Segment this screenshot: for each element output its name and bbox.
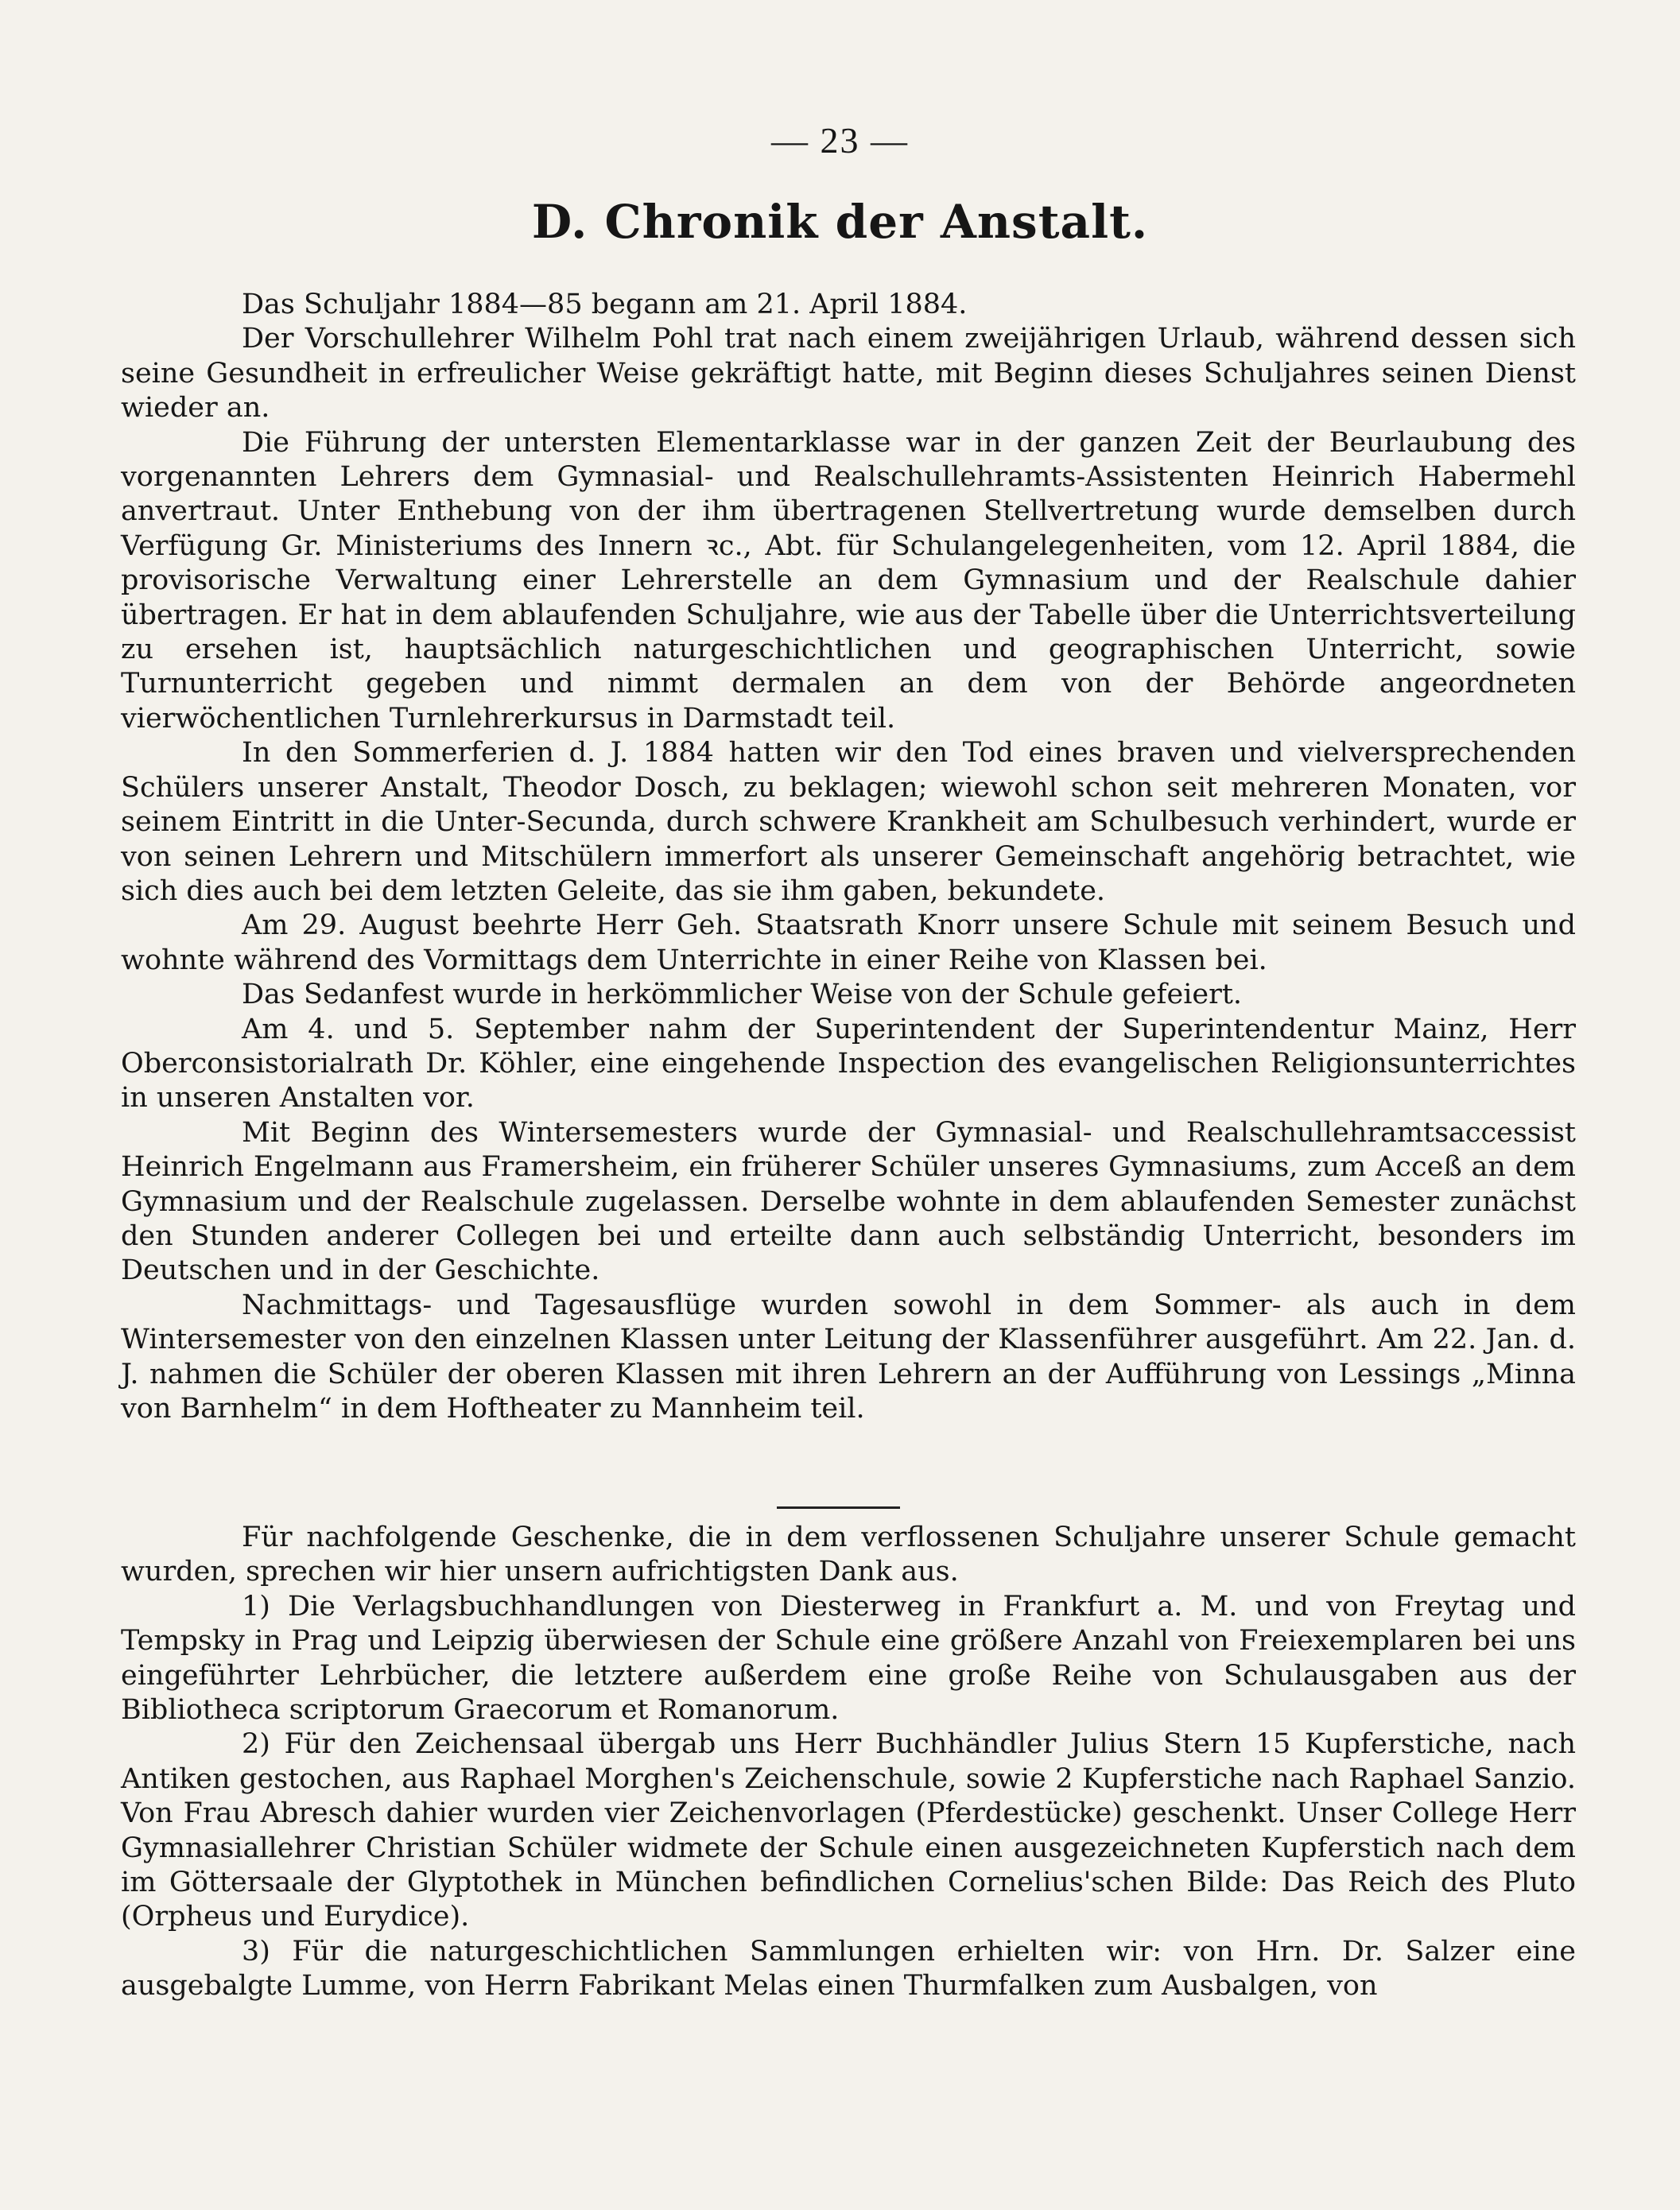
- paragraph: Für nachfolgende Geschenke, die in dem verflossenen Schuljahre unserer Schule gemacht wurden, sprechen wir hier unsern aufrichtigsten Dank aus.: [121, 1522, 1576, 1588]
- paragraph: Das Schuljahr 1884—85 begann am 21. April 1884.: [242, 289, 968, 320]
- paragraph: Der Vorschullehrer Wilhelm Pohl trat nach einem zweijährigen Urlaub, während dessen sich seine Gesundheit in erfreulicher Weise gekräftigt hatte, mit Beginn dieses Schuljahres seinen Dienst wieder an.: [121, 323, 1576, 425]
- paragraph: 1) Die Verlagsbuchhandlungen von Diesterweg in Frankfurt a. M. und von Freytag und Tempsky in Prag und Leipzig überwiesen der Schule eine größere Anzahl von Freiexemplaren bei uns eingeführter Lehrbücher, die letztere außerdem eine große Reihe von Schulausgaben aus der Bibliotheca scriptorum Graecorum et Romanorum.: [121, 1590, 1576, 1727]
- section-divider: [777, 1506, 900, 1509]
- paragraph: Die Führung der untersten Elementarklasse war in der ganzen Zeit der Beurlaubung des vorgenannten Lehrers dem Gymnasial- und Realschullehramts-Assistenten Heinrich Habermehl anvertraut. Unter Enthebung von der ihm übertragenen Stellvertretung wurde demselben durch Verfügung Gr. Ministeriums des Innern ꝛc., Abt. für Schulangelegenheiten, vom 12. April 1884, die provisorische Verwaltung einer Lehrerstelle an dem Gymnasium und der Realschule dahier übertragen. Er hat in dem ablaufenden Schuljahre, wie aus der Tabelle über die Unterrichtsverteilung zu ersehen ist, hauptsächlich naturgeschichtlichen und geographischen Unterricht, sowie Turnunterricht gegeben und nimmt dermalen an dem von der Behörde angeordneten vierwöchentlichen Turnlehrerkursus in Darmstadt teil.: [121, 426, 1576, 735]
- paragraph: Am 29. August beehrte Herr Geh. Staatsrath Knorr unsere Schule mit seinem Besuch und wohnte während des Vormittags dem Unterrichte in einer Reihe von Klassen bei.: [121, 909, 1576, 976]
- gifts-body: [121, 1521, 1576, 2004]
- paragraph: Das Sedanfest wurde in herkömmlicher Weise von der Schule gefeiert.: [242, 979, 1243, 1011]
- section-heading: D. Chronik der Anstalt.: [531, 195, 1149, 249]
- chronicle-body: [121, 288, 1576, 1426]
- paragraph: In den Sommerferien d. J. 1884 hatten wir den Tod eines braven und vielversprechenden Schülers unserer Anstalt, Theodor Dosch, zu beklagen; wiewohl schon seit mehreren Monaten, vor seinem Eintritt in die Unter-Secunda, durch schwere Krankheit am Schulbesuch verhindert, wurde er von seinen Lehrern und Mitschülern immerfort als unserer Gemeinschaft angehörig betrachtet, wie sich dies auch bei dem letzten Geleite, das sie ihm gaben, bekundete.: [121, 737, 1576, 907]
- paragraph: Nachmittags- und Tagesausflüge wurden sowohl in dem Sommer- als auch in dem Wintersemester von den einzelnen Klassen unter Leitung der Klassenführer ausgeführt. Am 22. Jan. d. J. nahmen die Schüler der oberen Klassen mit ihren Lehrern an der Aufführung von Lessings „Minna von Barnhelm“ in dem Hoftheater zu Mannheim teil.: [121, 1289, 1576, 1425]
- page-number: — 23 —: [771, 120, 909, 161]
- paragraph: Mit Beginn des Wintersemesters wurde der Gymnasial- und Realschullehramtsaccessist Heinrich Engelmann aus Framersheim, ein früherer Schüler unseres Gymnasiums, zum Acceß an dem Gymnasium und der Realschule zugelassen. Derselbe wohnte in dem ablaufenden Semester zunächst den Stunden anderer Collegen bei und erteilte dann auch selbständig Unterricht, besonders im Deutschen und in der Geschichte.: [121, 1116, 1576, 1287]
- paragraph: 2) Für den Zeichensaal übergab uns Herr Buchhändler Julius Stern 15 Kupferstiche, nach Antiken gestochen, aus Raphael Morghen's Zeichenschule, sowie 2 Kupferstiche nach Raphael Sanzio. Von Frau Abresch dahier wurden vier Zeichenvorlagen (Pferdestücke) geschenkt. Unser College Herr Gymnasiallehrer Christian Schüler widmete der Schule einen ausgezeichneten Kupferstich nach dem im Göttersaale der Glyptothek in München befindlichen Cornelius'schen Bilde: Das Reich des Pluto (Orpheus und Eurydice).: [121, 1728, 1576, 1933]
- paragraph: Am 4. und 5. September nahm der Superintendent der Superintendentur Mainz, Herr Oberconsistorialrath Dr. Köhler, eine eingehende Inspection des evangelischen Religionsunterrichtes in unseren Anstalten vor.: [121, 1013, 1576, 1115]
- paragraph: 3) Für die naturgeschichtlichen Sammlungen erhielten wir: von Hrn. Dr. Salzer eine ausgebalgte Lumme, von Herrn Fabrikant Melas einen Thurmfalken zum Ausbalgen, von: [121, 1935, 1576, 2003]
